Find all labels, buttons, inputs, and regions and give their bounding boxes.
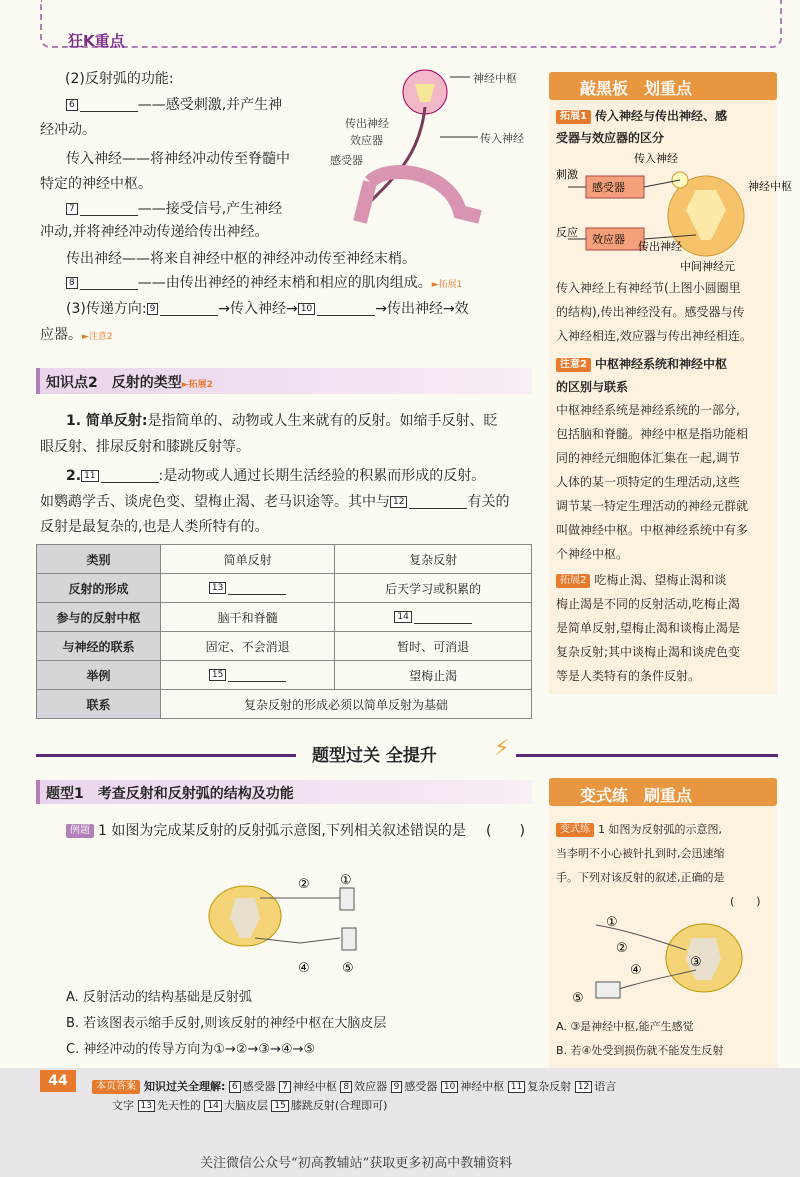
answer: 大脑皮层 [223,1099,268,1112]
table-row [37,632,532,661]
promo-text: 关注微信公众号“初高教辅站”获取更多初高中教辅资料 [200,1156,513,1171]
table-cell: 望梅止渴 [335,661,532,690]
tip-tag: 注意2 [556,358,591,372]
table-cell[interactable] [161,574,335,603]
answer: 语言 [594,1080,617,1093]
row-label: 反射的形成 [37,574,161,603]
table-cell[interactable] [335,603,532,632]
label-1: ① [340,873,352,888]
label-efferent: 传出神经 [345,117,389,130]
tip-tag: 拓展1 [556,110,591,124]
text: 是指简单的、动物或人生来就有的反射。如缩手反射、眨 [147,413,498,429]
answer: 神经中枢 [292,1080,337,1093]
tip1-line: 入神经相连,效应器与传出神经相连。 [556,329,752,343]
number-box: 13 [138,1100,155,1112]
label-5: ⑤ [572,991,584,1006]
label-center: 神经中枢 [748,180,792,193]
row-label: 联系 [37,690,161,719]
title-text: 知识点2 反射的类型 [46,375,182,391]
label-receptor: 感受器 [330,154,363,167]
section-title: 题型过关 全提升 [312,746,437,766]
answer: 先天性的 [156,1099,201,1112]
table-header: 简单反射 [161,545,335,574]
number-box: 12 [390,496,407,508]
kp2-p1 [66,408,498,434]
answer-blank[interactable] [80,98,138,112]
text: 如图为反射弧的示意图, [608,823,722,836]
number-box: 12 [575,1081,592,1093]
table-cell: 固定、不会消退 [161,632,335,661]
line-8 [66,270,462,298]
practice-question-line: 当李明不小心被针扎到时,会迅速缩 [556,847,725,860]
number-box: 13 [209,582,226,594]
text: →传出神经→效 [375,301,469,317]
answer-blank[interactable] [80,276,138,290]
number-box: 7 [279,1081,291,1093]
tip2-line: 中枢神经系统是神经系统的一部分, [556,403,740,417]
practice-question [556,818,722,842]
label-neural-center: 神经中枢 [473,72,517,85]
answer-line-2 [112,1097,387,1115]
label-afferent: 传入神经 [480,132,524,145]
answer: 膝跳反射(合理即可) [290,1099,388,1112]
tip1-line: 的结构),传出神经没有。感受器与传 [556,305,745,319]
number-box: 10 [298,303,315,315]
neuron-diagram [556,150,792,275]
text: 应器。 [40,327,82,343]
tip3-line: 是简单反射,望梅止渴和谈梅止渴是 [556,621,740,635]
direction-line [66,296,469,322]
label-4: ④ [630,963,642,978]
practice-number: 1 [598,823,605,836]
tip1-heading-b: 受器与效应器的区分 [556,131,665,145]
line-6 [66,92,282,118]
text: →传入神经→ [218,301,298,317]
answer-blank[interactable] [80,202,138,216]
label-5: ⑤ [342,961,354,976]
answer-blank[interactable] [414,610,472,624]
text: 吃梅止渴、望梅止渴和谈 [594,573,727,587]
option-a[interactable]: A. 反射活动的结构基础是反射弧 [66,990,252,1005]
page-number: 44 [40,1070,76,1092]
kp2-p1b: 眼反射、排尿反射和膝跳反射等。 [40,439,250,455]
table-cell: 暂时、可消退 [335,632,532,661]
answer: 感受器 [404,1080,438,1093]
lightning-icon: ⚡ [494,736,510,761]
question-text: 如图为完成某反射的反射弧示意图,下列相关叙述错误的是 [111,823,466,839]
tip1-line: 传入神经上有神经节(上图小圆圈里 [556,281,741,295]
reference-tag: ►注意2 [82,332,113,342]
practice-tag: 变式练 [556,823,594,837]
text: (3)传递方向: [66,301,147,317]
header-logo: 狂K重点 [68,32,125,50]
number-box: 6 [66,99,78,111]
tip2-heading [556,352,727,376]
answer-blank[interactable] [228,581,286,595]
kp2-p2c: 反射是最复杂的,也是人类所特有的。 [40,519,269,535]
answer-blank[interactable] [228,668,286,682]
option-b[interactable]: B. 若该图表示缩手反射,则该反射的神经中枢在大脑皮层 [66,1016,387,1031]
tip-tag: 拓展2 [556,574,590,588]
label-3: ③ [690,955,702,970]
example-tag: 例题 [66,824,94,838]
table-row [37,661,532,690]
line-7b: 冲动,并将神经冲动传递给传出神经。 [40,224,269,240]
section-divider-left [36,754,296,757]
text: 传入神经与传出神经、感 [594,109,727,123]
tip3-line: 梅止渴是不同的反射活动,吃梅止渴 [556,597,740,611]
tip2-heading-b: 的区别与联系 [556,380,629,394]
tip3-line: 等是人类特有的条件反射。 [556,669,701,683]
table-row [37,574,532,603]
label-interneuron: 中间神经元 [680,260,735,273]
table-cell: 脑干和脊髓 [161,603,335,632]
table-header: 复杂反射 [335,545,532,574]
label-response: 反应 [556,226,578,239]
table-row [37,690,532,719]
kp2-title [46,372,213,392]
table-cell: 后天学习或积累的 [335,574,532,603]
label-receptor: 感受器 [592,181,625,194]
answer-blank[interactable] [317,302,375,316]
answer-parens[interactable]: ( ) [486,823,525,839]
answer-line-1 [92,1078,616,1096]
text: :是动物或人通过长期生活经验的积累而形成的反射。 [158,468,486,484]
kp2-p2b [40,489,509,515]
number-box: 6 [229,1081,241,1093]
number-box: 15 [209,669,226,681]
leg-shape [370,172,480,217]
efferent-para: 传出神经——将来自神经中枢的神经冲动传至神经末梢。 [66,251,416,267]
row-label: 参与的反射中枢 [37,603,161,632]
label-afferent: 传入神经 [634,152,678,165]
table-header-row [37,545,532,574]
number-box: 9 [147,303,159,315]
label-2: ② [298,877,310,892]
number-box: 8 [66,277,78,289]
sidebar-title: 敲黑板 划重点 [580,79,693,98]
line-text: ——接受信号,产生神经 [137,201,283,217]
practice-question-line: 手。下列对该反射的叙述,正确的是 [556,871,725,884]
practice-answer-parens[interactable]: ( ) [730,895,761,908]
effector-shape [342,928,356,950]
answer: 感受器 [242,1080,276,1093]
label-stimulus: 刺激 [556,168,578,181]
practice-title: 变式练 刷重点 [580,786,693,805]
table-row [37,603,532,632]
page-header [40,0,782,48]
practice-option-b[interactable]: B. 若④处受到损伤就不能发生反射 [556,1044,724,1057]
number-box: 11 [81,470,98,482]
bold-text: 1. 简单反射: [66,413,148,429]
number-box: 15 [271,1100,288,1112]
number-box: 9 [391,1081,403,1093]
type1-title: 题型1 考查反射和反射弧的结构及功能 [46,786,294,802]
subtitle: (2)反射弧的功能: [65,71,174,87]
reference-tag: ►拓展1 [431,280,463,290]
receptor-shape [340,888,354,910]
label-effector: 效应器 [350,134,383,147]
answer: 效应器 [354,1080,388,1093]
number-box: 8 [340,1081,352,1093]
effector-shape [596,982,620,998]
table-cell[interactable] [161,661,335,690]
afferent-para: 传入神经——将神经冲动传至脊髓中 [66,151,290,167]
tip1-heading [556,104,727,128]
reflex-table [36,544,532,719]
tip2-line: 个神经中枢。 [556,547,629,561]
direction-line-b [40,322,113,350]
label-1: ① [606,915,618,930]
practice-option-a[interactable]: A. ③是神经中枢,能产生感觉 [556,1020,694,1033]
text: 中枢神经系统和神经中枢 [594,357,727,371]
section-divider-right [516,754,778,757]
label-4: ④ [298,961,310,976]
option-c[interactable]: C. 神经冲动的传导方向为①→②→③→④→⑤ [66,1042,316,1057]
bold-text: 2. [66,468,82,484]
label-efferent: 传出神经 [638,240,682,253]
tip3-line: 复杂反射;其中谈梅止渴和谈虎色变 [556,645,741,659]
example-number: 1 [98,823,107,839]
reflex-arc-illustration [330,62,540,232]
number-box: 11 [508,1081,525,1093]
leg-shape [360,182,370,222]
kp2-p2 [66,463,485,489]
tip3-line [556,568,726,592]
afferent-para-b: 特定的神经中枢。 [40,176,152,192]
number-box: 14 [394,611,411,623]
line-6b: 经冲动。 [40,122,96,138]
label-effector: 效应器 [592,233,625,246]
tip2-line: 包括脑和脊髓。神经中枢是指功能相 [556,427,749,441]
answer-label: 知识过关全理解: [144,1080,226,1093]
answer: 文字 [112,1099,134,1112]
text: 如鹦鹉学舌、谈虎色变、望梅止渴、老马识途等。其中与 [40,494,390,510]
row-label: 举例 [37,661,161,690]
answer-blank[interactable] [101,469,159,483]
answer-blank[interactable] [160,302,218,316]
tip2-line: 人体的某一项特定的生理活动,这些 [556,475,740,489]
answer: 复杂反射 [527,1080,572,1093]
tip2-line: 同的神经元细胞体汇集在一起,调节 [556,451,740,465]
number-box: 7 [66,203,78,215]
tip2-line: 叫做神经中枢。中枢神经系统中有多 [556,523,749,537]
line-text: ——由传出神经的神经末梢和相应的肌肉组成。 [137,275,432,291]
answer: 神经中枢 [460,1080,505,1093]
example-reflex-arc-figure [200,868,380,978]
number-box: 14 [204,1100,221,1112]
label-2: ② [616,941,628,956]
practice-reflex-arc-figure [566,910,766,1014]
answer-tag: 本页答案 [92,1080,140,1094]
text: 有关的 [467,494,510,510]
answer-blank[interactable] [409,495,467,509]
row-label: 与神经的联系 [37,632,161,661]
line-text: ——感受刺激,并产生神 [137,97,283,113]
table-cell: 复杂反射的形成必须以简单反射为基础 [161,690,532,719]
example-question [66,818,466,844]
number-box: 10 [441,1081,458,1093]
tip2-line: 调节某一特定生理活动的神经元群就 [556,499,749,513]
reference-tag: ►拓展2 [181,380,213,390]
table-header: 类别 [37,545,161,574]
